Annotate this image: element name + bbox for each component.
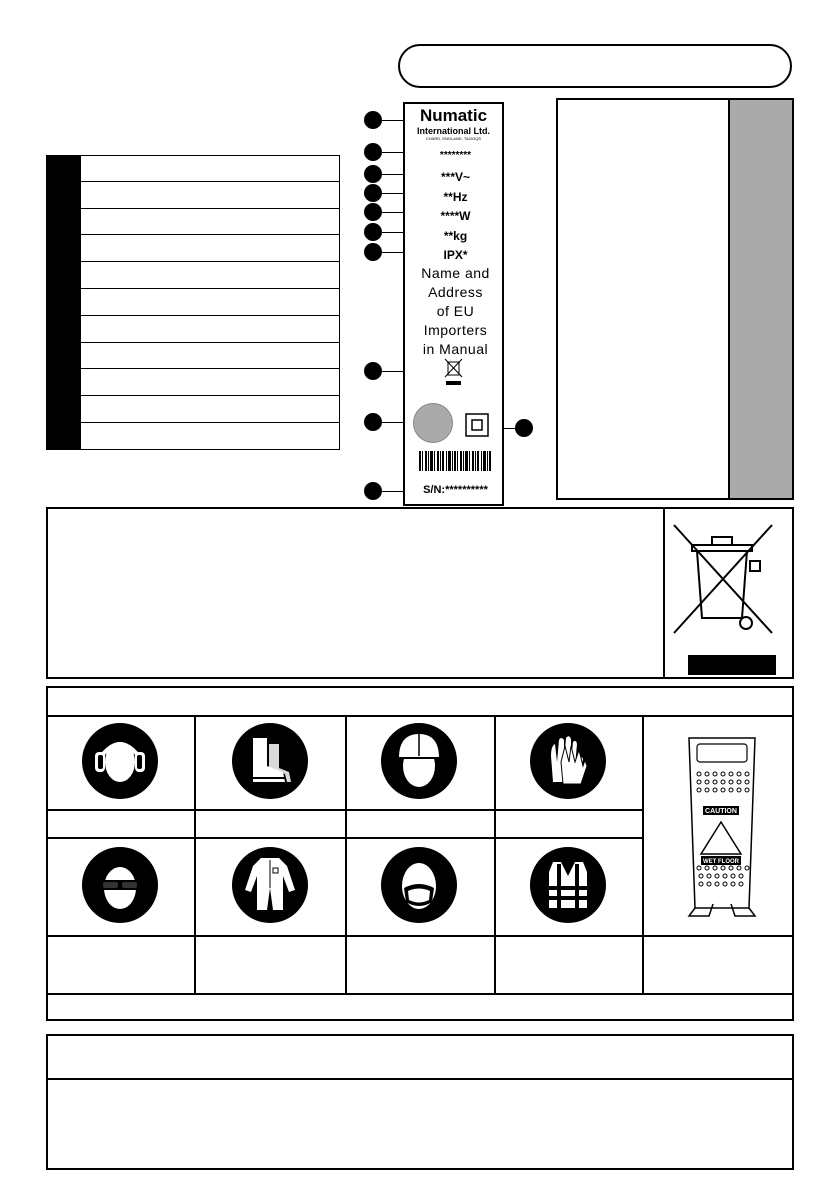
- info-panel-grey-strip: [728, 100, 792, 498]
- ppe-divider: [494, 715, 496, 994]
- label-eu-line: Importers: [423, 322, 488, 338]
- callout-dot: [364, 413, 382, 431]
- ppe-rule: [48, 935, 792, 937]
- callout-dot: [364, 165, 382, 183]
- info-panel: [556, 98, 794, 500]
- face-mask-icon: [380, 846, 458, 924]
- label-company: International Ltd.: [417, 126, 490, 136]
- title-pill: [398, 44, 792, 88]
- head-protection-icon: [380, 722, 458, 800]
- callout-dot: [364, 223, 382, 241]
- barcode-icon: [419, 451, 491, 471]
- callout-dot: [364, 143, 382, 161]
- safety-boots-icon: [231, 722, 309, 800]
- sign-caution-text: CAUTION: [705, 808, 737, 815]
- spec-row: [80, 182, 340, 209]
- safety-gloves-icon: [529, 722, 607, 800]
- spec-row: [80, 396, 340, 423]
- label-address: CHARD, ENGLAND, TA203QS: [425, 136, 482, 141]
- bottom-rule: [48, 1078, 792, 1080]
- crossed-out-wheelie-bin-icon: [443, 358, 465, 386]
- sign-wet-floor-text: WET FLOOR: [703, 859, 739, 865]
- approval-mark: [413, 403, 453, 443]
- ppe-divider: [345, 715, 347, 994]
- ppe-section: [46, 686, 794, 1021]
- weee-divider: [663, 509, 665, 677]
- spec-row: [80, 369, 340, 396]
- label-model: ********: [439, 150, 472, 161]
- callout-dot: [364, 203, 382, 221]
- spec-table-sidebar: [46, 155, 80, 450]
- label-weight: **kg: [443, 229, 468, 243]
- label-frequency: **Hz: [443, 190, 468, 204]
- eye-protection-icon: [81, 846, 159, 924]
- label-serial: S/N:**********: [423, 484, 488, 496]
- label-eu-line: Address: [428, 284, 483, 300]
- weee-section: [46, 507, 794, 679]
- spec-row: [80, 343, 340, 370]
- label-ip-rating: IPX*: [443, 248, 468, 262]
- callout-dot: [364, 362, 382, 380]
- spec-row: [80, 423, 340, 450]
- spec-row: [80, 262, 340, 289]
- spec-row: [80, 316, 340, 343]
- label-eu-line: of EU: [436, 303, 475, 319]
- label-eu-line: in Manual: [422, 341, 489, 357]
- label-voltage: ***V~: [440, 170, 471, 184]
- hi-vis-vest-icon: [529, 846, 607, 924]
- callout-dot: [515, 419, 533, 437]
- ppe-divider: [642, 715, 644, 994]
- rating-label: [403, 102, 504, 506]
- callout-dot: [364, 184, 382, 202]
- bottom-section: [46, 1034, 794, 1170]
- double-square-class-ii-icon: [465, 413, 489, 437]
- spec-row: [80, 289, 340, 316]
- protective-coverall-icon: [231, 846, 309, 924]
- ppe-rule: [48, 715, 792, 717]
- label-brand: Numatic: [419, 106, 488, 125]
- spec-row: [80, 235, 340, 262]
- crossed-out-wheelie-bin-icon: [672, 523, 776, 675]
- label-eu-line: Name and: [421, 265, 490, 281]
- ppe-divider: [194, 715, 196, 994]
- callout-dot: [364, 111, 382, 129]
- callout-dot: [364, 243, 382, 261]
- label-power: ****W: [440, 209, 471, 223]
- callout-dot: [364, 482, 382, 500]
- spec-row: [80, 209, 340, 236]
- ear-protection-icon: [81, 722, 159, 800]
- spec-row: [80, 155, 340, 182]
- spec-table: [46, 155, 340, 450]
- ppe-rule: [48, 993, 792, 995]
- wet-floor-caution-sign-icon: [679, 732, 765, 922]
